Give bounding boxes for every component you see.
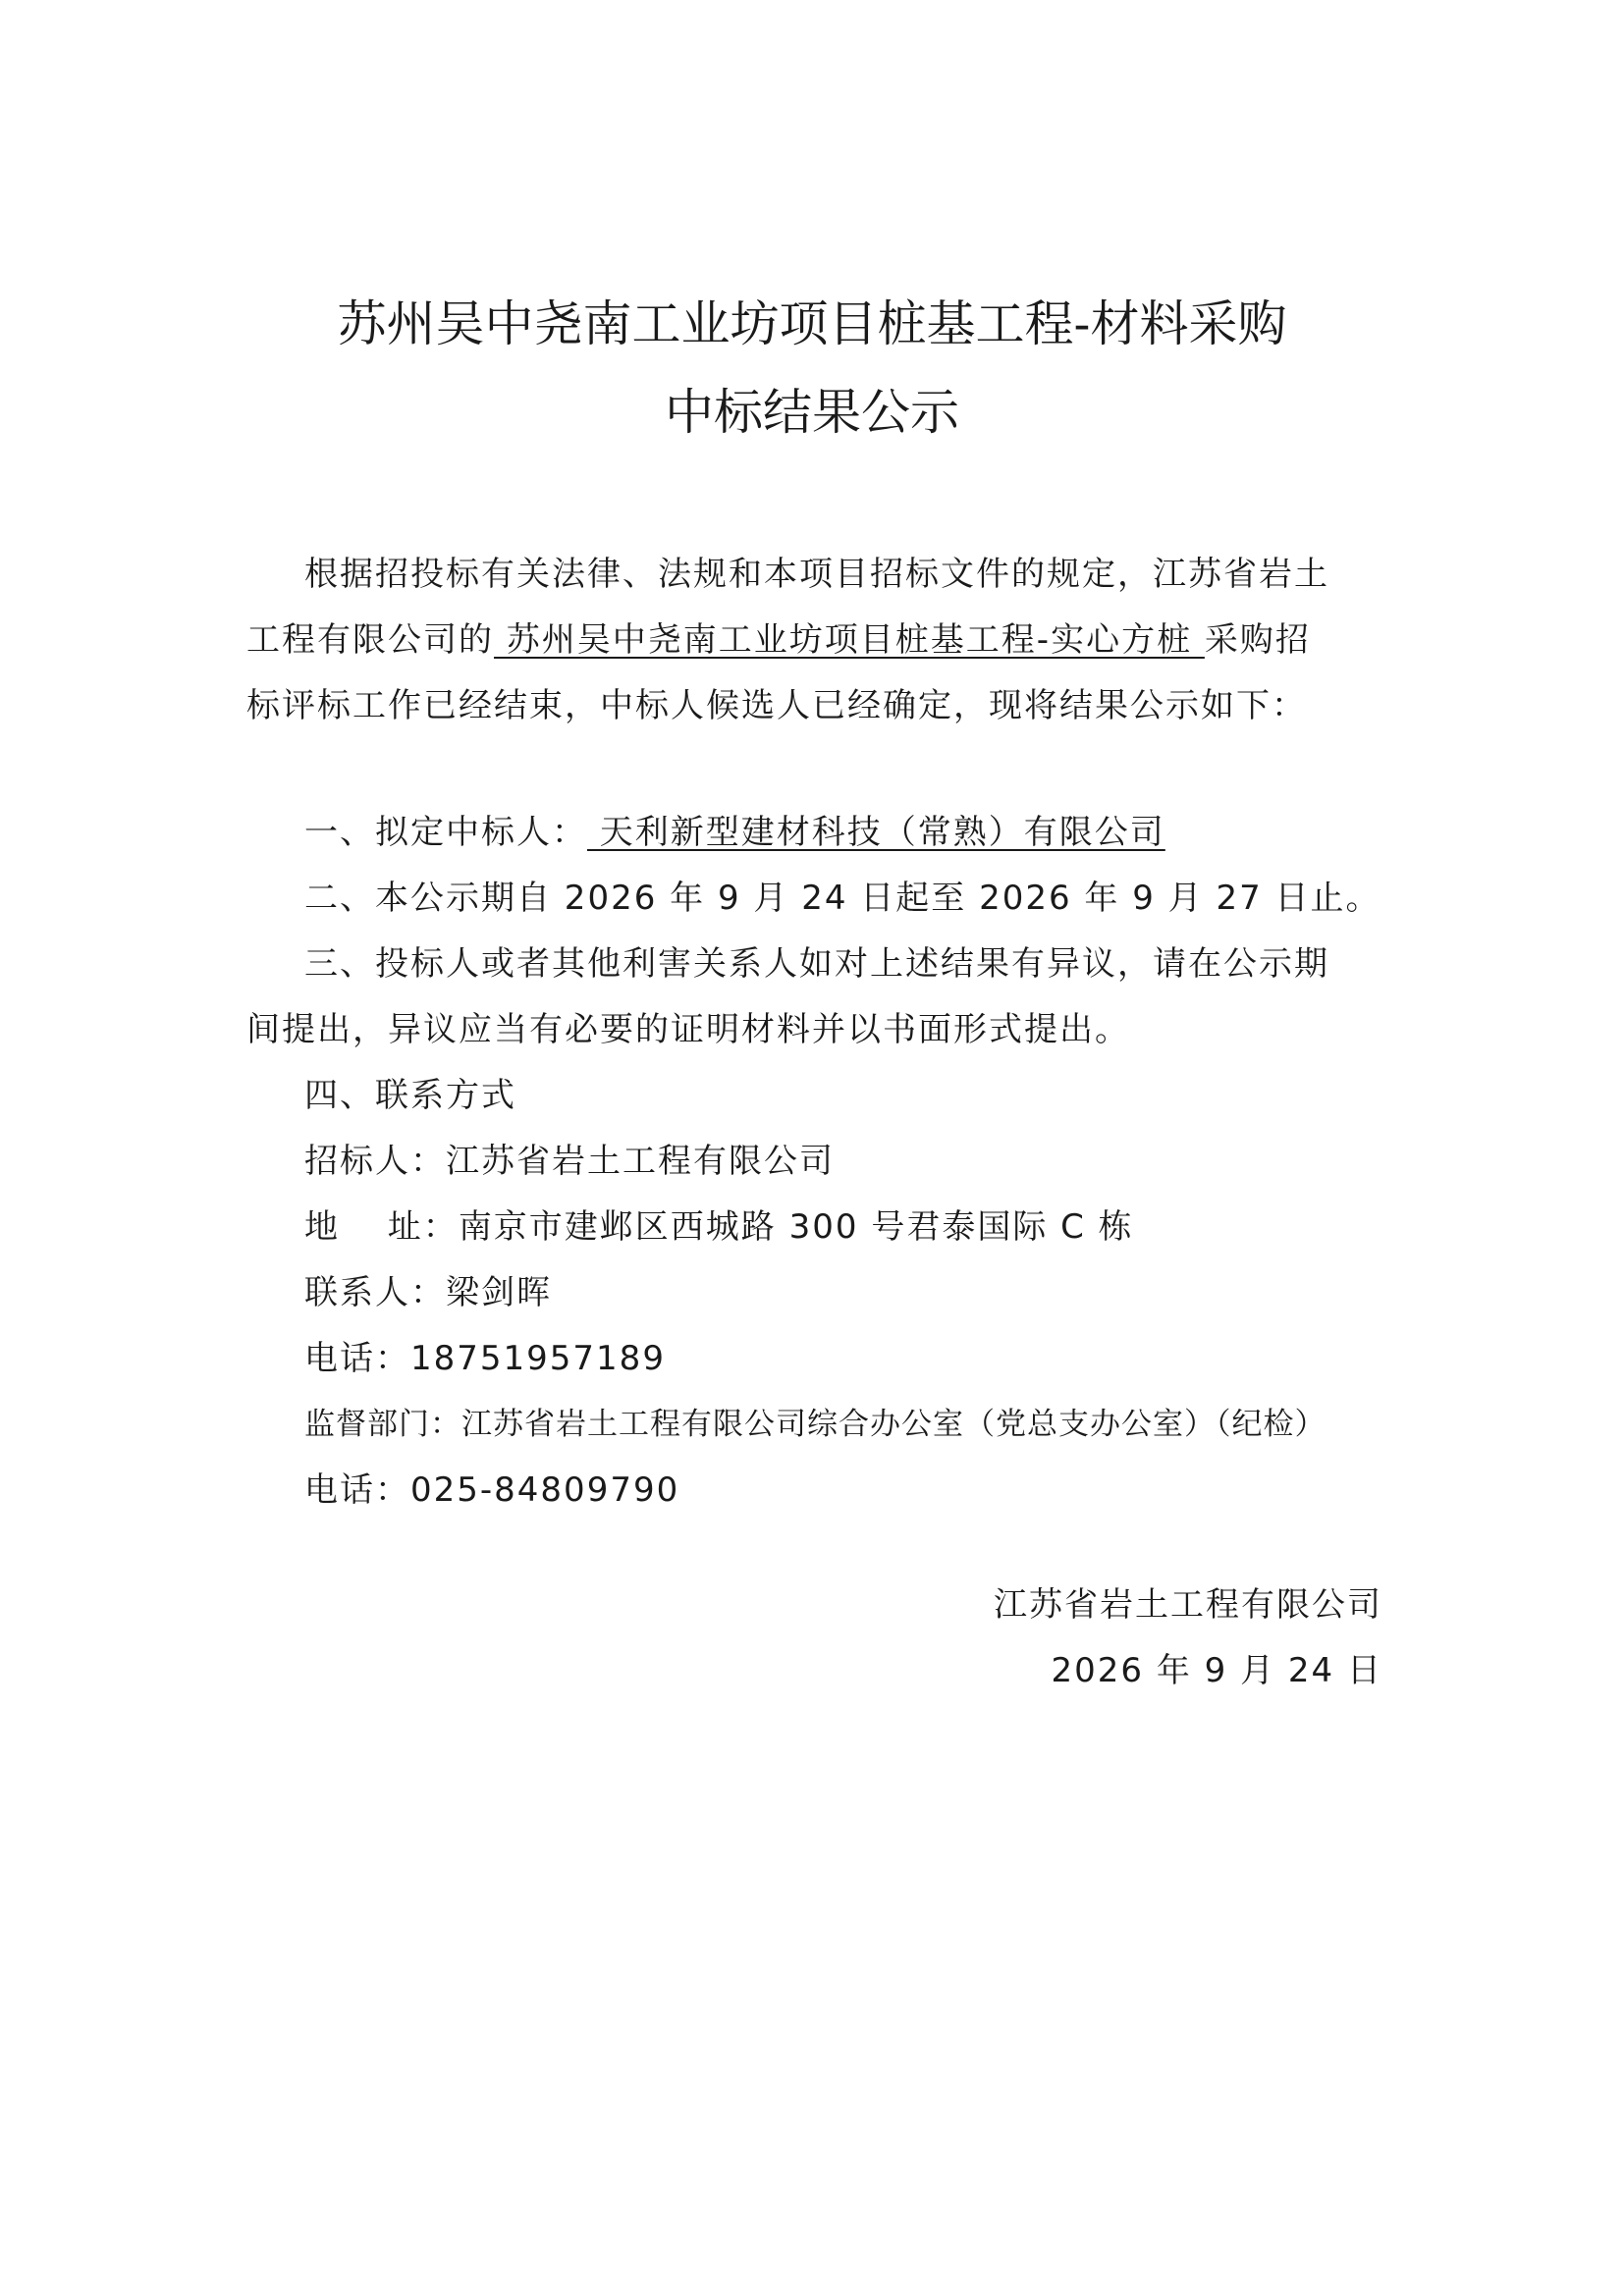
- address-line: [304, 1205, 1134, 1249]
- signature-date: 2026 年 9 月 24 日: [1051, 1651, 1382, 1690]
- winner-name: 天利新型建材科技（常熟）有限公司: [587, 813, 1165, 852]
- objection-line-1: 三、投标人或者其他利害关系人如对上述结果有异议，请在公示期: [304, 944, 1329, 984]
- intro-line-2: [246, 618, 1311, 662]
- supervision-department: 监督部门：江苏省岩土工程有限公司综合办公室（党总支办公室）（纪检）: [304, 1407, 1326, 1442]
- intro-line-2-prefix: 工程有限公司的: [246, 620, 494, 660]
- contact-person: 联系人：梁剑晖: [304, 1273, 552, 1312]
- intro-line-3: 标评标工作已经结束，中标人候选人已经确定，现将结果公示如下：: [246, 686, 1307, 725]
- signature-company: 江苏省岩土工程有限公司: [994, 1585, 1382, 1625]
- document-subtitle: 中标结果公示: [665, 384, 959, 441]
- phone-1: 电话：18751957189: [304, 1339, 666, 1378]
- contact-heading: 四、联系方式: [304, 1076, 516, 1115]
- intro-line-1: 根据招投标有关法律、法规和本项目招标文件的规定，江苏省岩土: [304, 555, 1329, 594]
- objection-line-2: 间提出，异议应当有必要的证明材料并以书面形式提出。: [246, 1010, 1130, 1049]
- phone-2: 电话：025-84809790: [304, 1470, 680, 1510]
- address-label: 地 址：: [304, 1207, 459, 1247]
- intro-line-2-suffix: 采购招: [1204, 620, 1311, 660]
- winner-label: 一、拟定中标人：: [304, 813, 587, 852]
- tenderer: 招标人：江苏省岩土工程有限公司: [304, 1142, 835, 1181]
- document-title: 苏州吴中尧南工业坊项目桩基工程-材料采购: [337, 295, 1287, 352]
- project-name: 苏州吴中尧南工业坊项目桩基工程-实心方桩: [494, 620, 1205, 660]
- address-value: 南京市建邺区西城路 300 号君泰国际 C 栋: [458, 1207, 1134, 1247]
- winner-line: [304, 811, 1165, 854]
- publicity-period: 二、本公示期自 2026 年 9 月 24 日起至 2026 年 9 月 27 日止。: [304, 879, 1381, 918]
